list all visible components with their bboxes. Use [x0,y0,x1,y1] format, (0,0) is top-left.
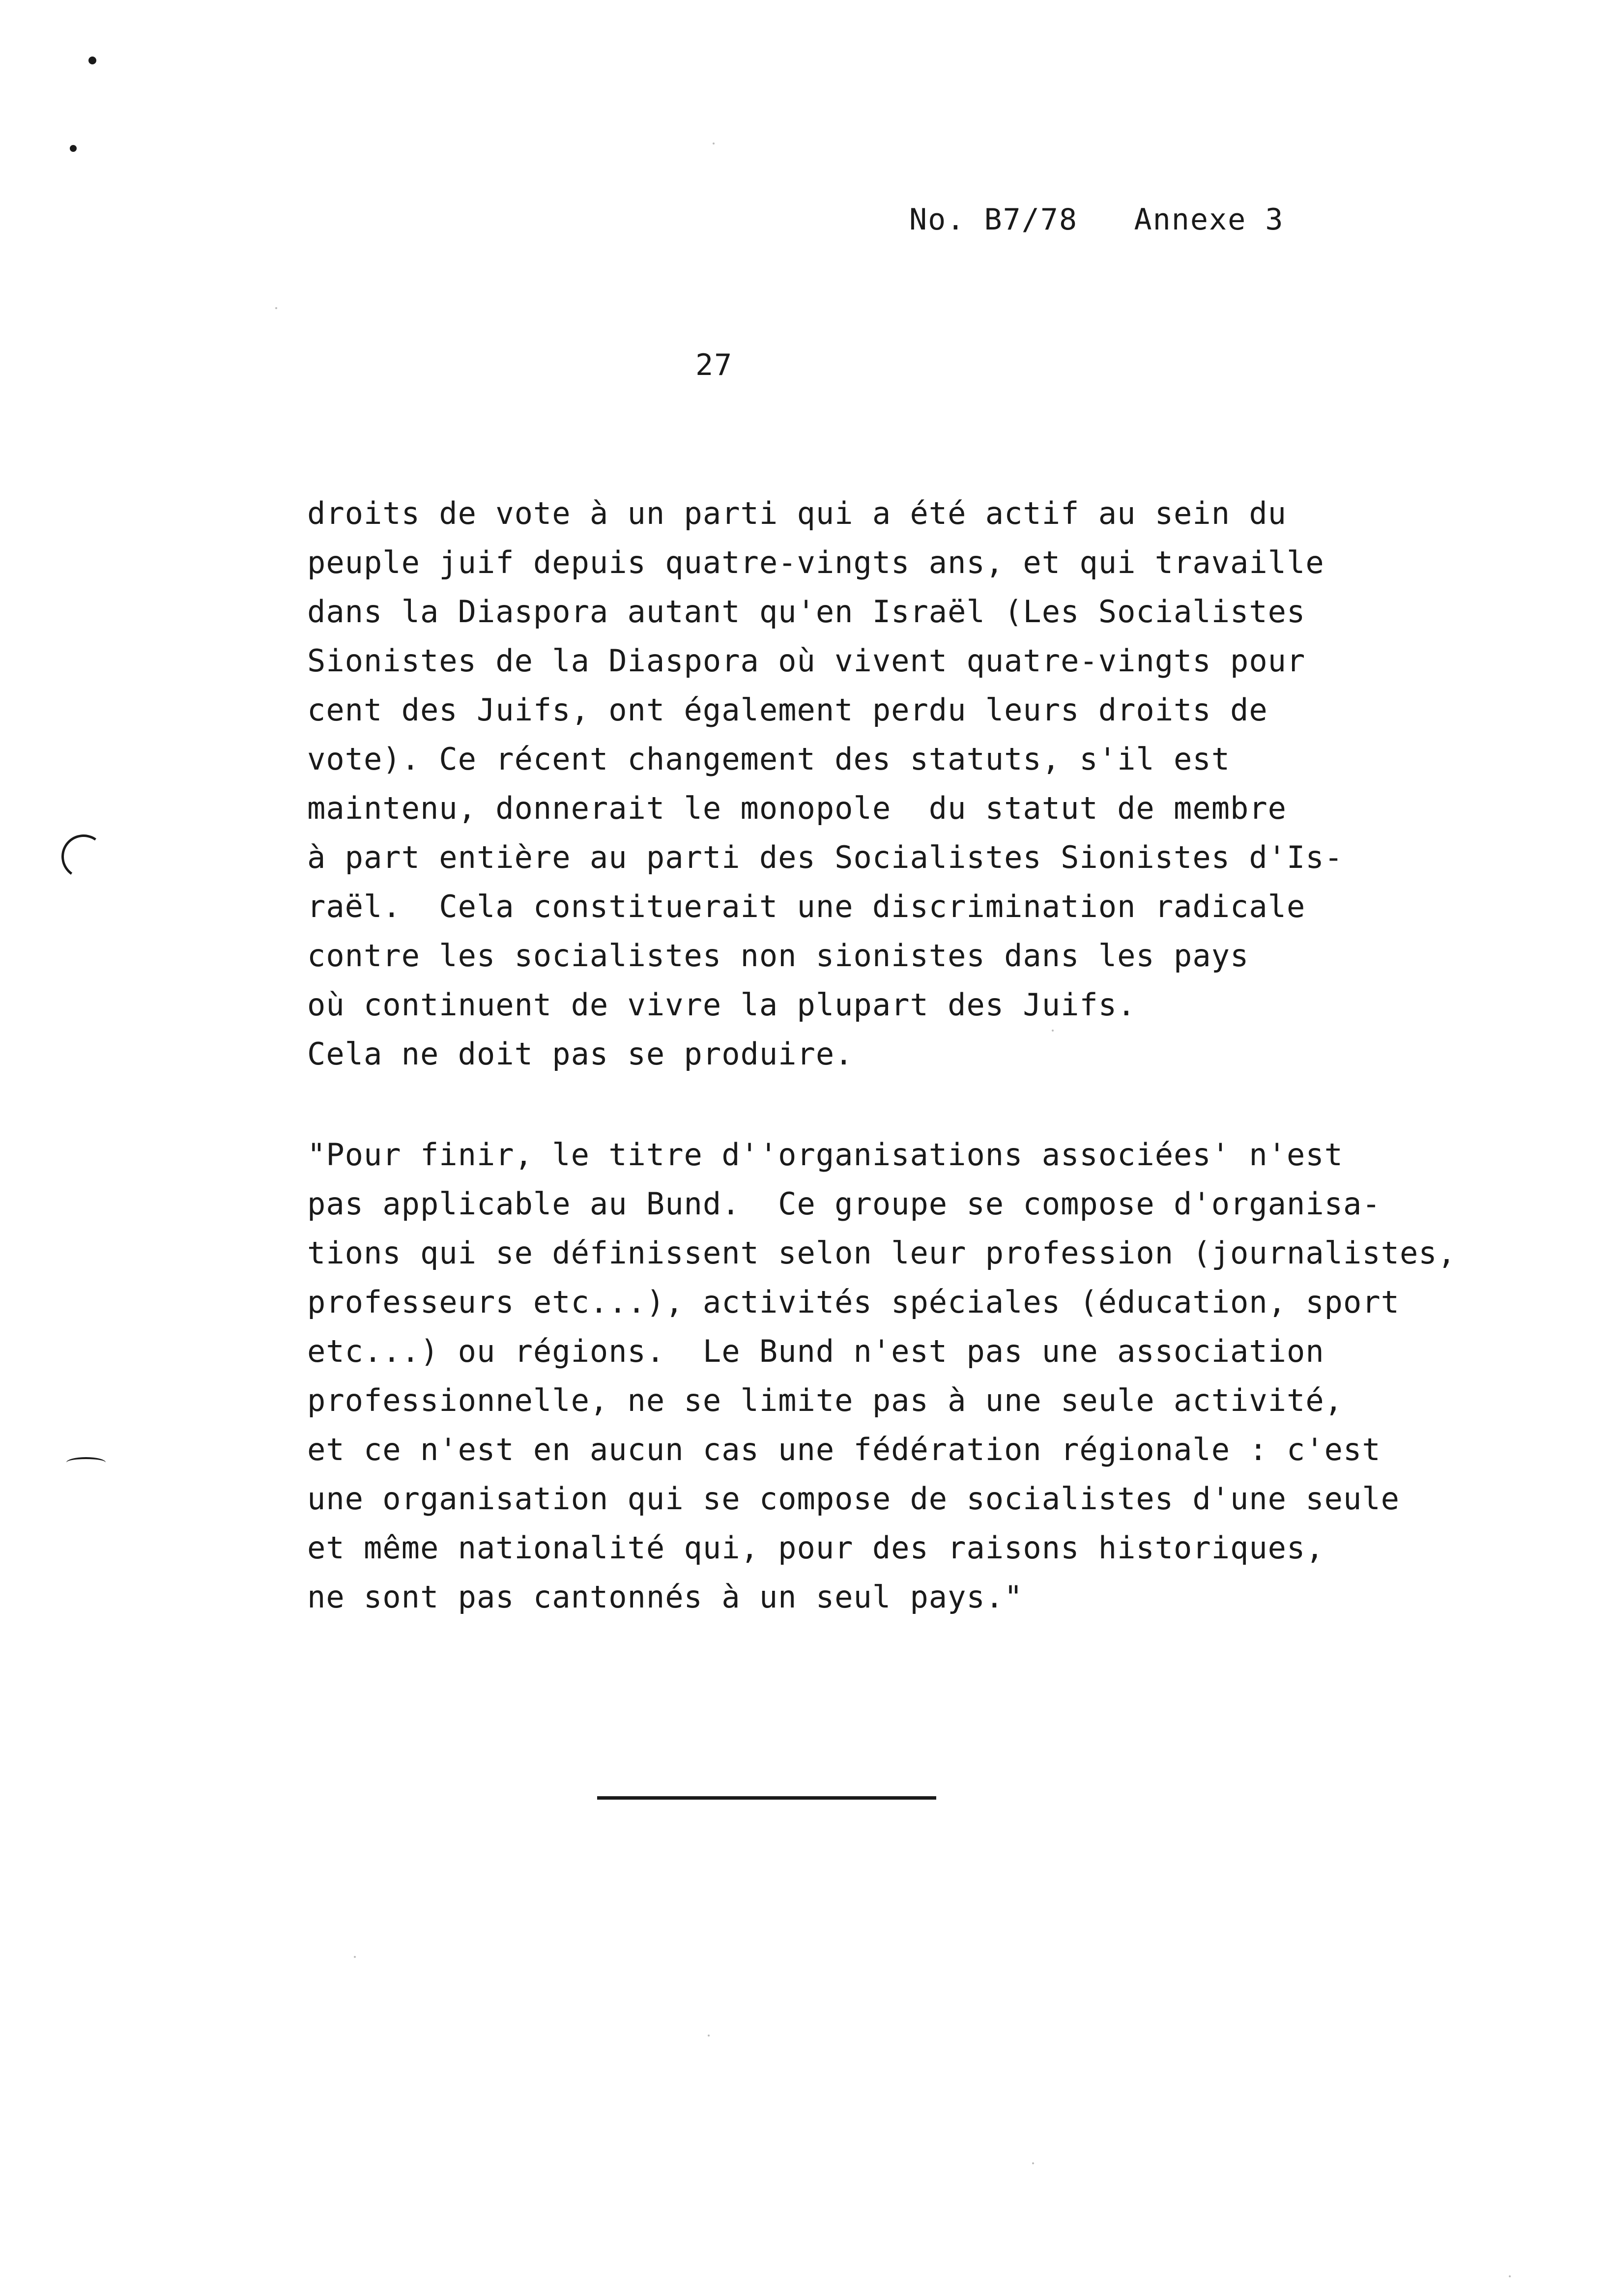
text-line: etc...) ou régions. Le Bund n'est pas une association [307,1333,1324,1369]
scan-speck [708,2035,710,2037]
text-line: professeurs etc...), activités spéciales (éducation, sport [307,1284,1400,1320]
page-number: 27 [695,348,733,382]
scan-speck [1509,2275,1511,2277]
scan-speck [275,307,277,309]
text-line: "Pour finir, le titre d''organisations associées' n'est [307,1137,1343,1173]
punch-hole-mark [58,831,109,882]
closing-rule [597,1796,936,1800]
text-line: pas applicable au Bund. Ce groupe se compose d'organisa- [307,1186,1381,1222]
scan-speck [1032,2162,1034,2164]
document-reference: No. B7/78 Annexe 3 [909,202,1284,237]
text-line: une organisation qui se compose de socialistes d'une seule [307,1481,1400,1517]
text-line: peuple juif depuis quatre-vingts ans, et qui travaille [307,545,1324,580]
text-line: vote). Ce récent changement des statuts, s'il est [307,741,1231,777]
text-line: Cela ne doit pas se produire. [307,1036,854,1072]
margin-dot-mark [88,57,96,64]
paragraph-2-quotation [307,1130,1546,1622]
text-line: maintenu, donnerait le monopole du statut de membre [307,790,1287,826]
scan-speck [713,143,715,144]
text-line: et ce n'est en aucun cas une fédération régionale : c'est [307,1432,1381,1467]
scan-speck [354,1956,356,1958]
text-line: cent des Juifs, ont également perdu leurs droits de [307,692,1268,728]
text-line: tions qui se définissent selon leur profession (journalistes, [307,1235,1456,1271]
paragraph-1 [307,489,1546,1079]
text-line: dans la Diaspora autant qu'en Israël (Les Socialistes [307,594,1306,630]
text-line: Sionistes de la Diaspora où vivent quatre-vingts pour [307,643,1306,679]
text-line: à part entière au parti des Socialistes Sionistes d'Is- [307,839,1343,875]
text-line: droits de vote à un parti qui a été actif au sein du [307,495,1287,531]
margin-dot-mark [70,145,77,152]
text-line: ne sont pas cantonnés à un seul pays." [307,1579,1023,1615]
text-line: professionnelle, ne se limite pas à une seule activité, [307,1382,1343,1418]
text-line: où continuent de vivre la plupart des Juifs. [307,987,1136,1023]
text-line: contre les socialistes non sionistes dans les pays [307,938,1249,974]
scan-speck [1052,1030,1054,1032]
text-line: raël. Cela constituerait une discrimination radicale [307,889,1306,924]
margin-tick-mark [66,1457,106,1468]
text-line: et même nationalité qui, pour des raisons historiques, [307,1530,1324,1566]
